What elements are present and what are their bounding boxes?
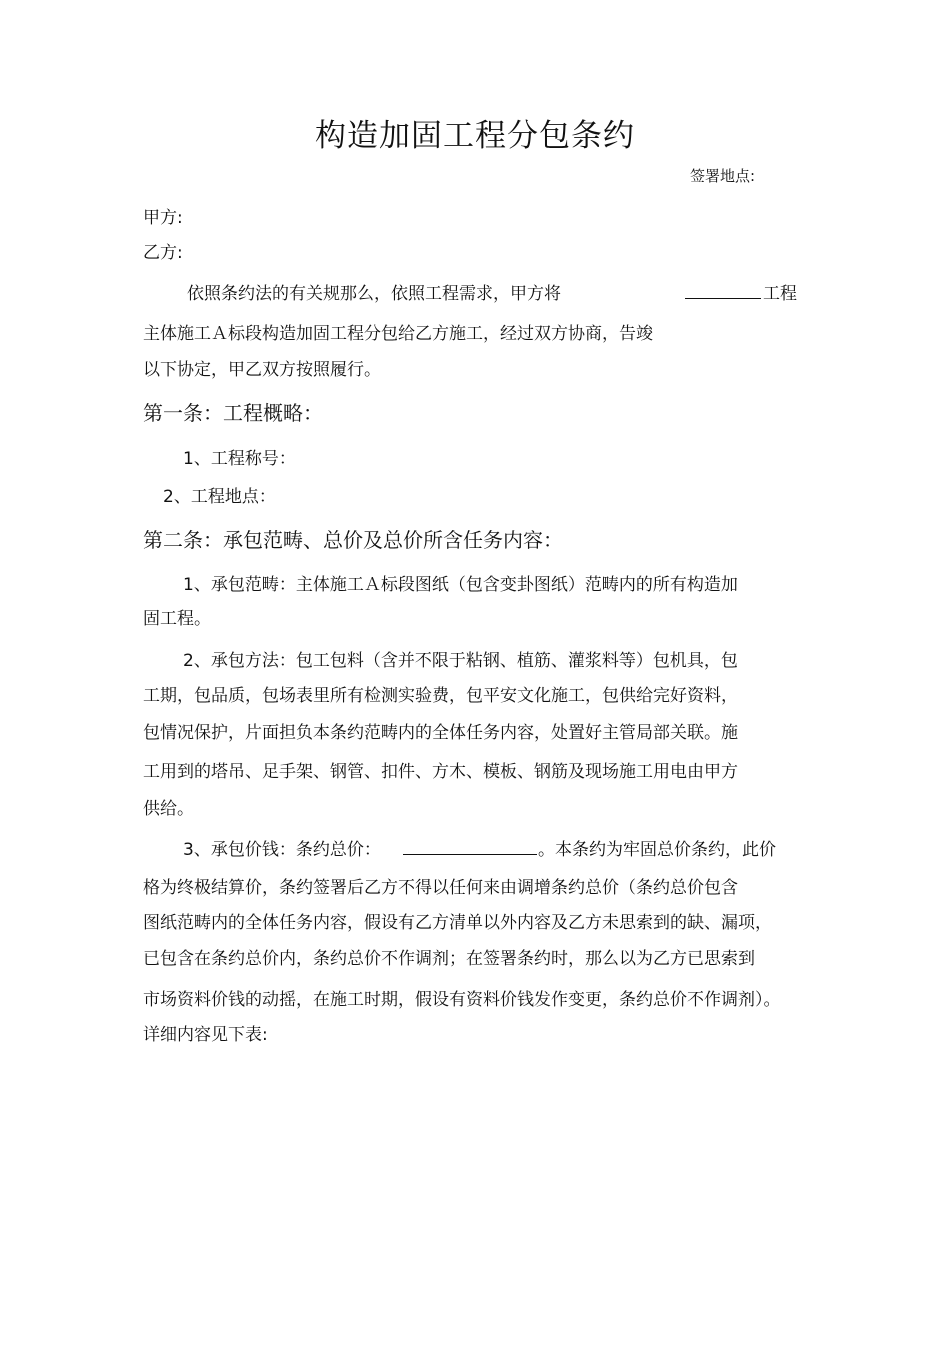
article-2-item-3-line-1-pre: 3、承包价钱：条约总价： [183, 840, 381, 860]
article-2-item-3-line-6: 详细内容见下表: [143, 1025, 268, 1045]
intro-line-2: 主体施工Ａ标段构造加固工程分包给乙方施工，经过双方协商，告竣 [143, 324, 653, 344]
contract-price-blank [403, 854, 537, 855]
article-2-item-3-line-2: 格为终极结算价，条约签署后乙方不得以任何来由调增条约总价（条约总价包含 [143, 878, 738, 898]
party-b-label: 乙方: [143, 243, 183, 263]
article-1-heading: 第一条：工程概略： [143, 401, 323, 425]
article-2-heading: 第二条：承包范畴、总价及总价所含任务内容： [143, 528, 563, 552]
intro-line-1-post: 工程 [763, 284, 797, 304]
article-2-item-3-line-1-post: 。本条约为牢固总价条约，此价 [538, 840, 776, 860]
intro-line-1-pre: 依照条约法的有关规那么，依照工程需求，甲方将 [187, 284, 561, 304]
article-2-item-1-line-1: 1、承包范畴：主体施工Ａ标段图纸（包含变卦图纸）范畴内的所有构造加 [183, 575, 738, 595]
article-2-item-2-line-1: 2、承包方法：包工包料（含并不限于粘钢、植筋、灌浆料等）包机具，包 [183, 651, 738, 671]
sign-place-label: 签署地点: [690, 167, 756, 185]
article-2-item-2-line-3: 包情况保护，片面担负本条约范畴内的全体任务内容，处置好主管局部关联。施 [143, 723, 738, 743]
article-1-item-2: 2、工程地点： [163, 487, 276, 507]
article-2-item-2-line-2: 工期，包品质，包场表里所有检测实验费，包平安文化施工，包供给完好资料， [143, 686, 738, 706]
article-2-item-3-line-3: 图纸范畴内的全体任务内容，假设有乙方清单以外内容及乙方未思索到的缺、漏项， [143, 913, 772, 933]
intro-line-3: 以下协定，甲乙双方按照履行。 [143, 360, 381, 380]
article-2-item-1-line-2: 固工程。 [143, 609, 211, 629]
article-2-item-2-line-4: 工用到的塔吊、足手架、钢管、扣件、方木、模板、钢筋及现场施工用电由甲方 [143, 762, 738, 782]
party-a-label: 甲方: [143, 208, 183, 228]
article-2-item-2-line-5: 供给。 [143, 799, 194, 819]
project-name-blank [685, 298, 761, 299]
document-title: 构造加固工程分包条约 [315, 118, 635, 154]
article-2-item-3-line-5: 市场资料价钱的动摇，在施工时期，假设有资料价钱发作变更，条约总价不作调剂）。 [143, 990, 781, 1010]
article-2-item-3-line-4: 已包含在条约总价内，条约总价不作调剂；在签署条约时，那么以为乙方已思索到 [143, 949, 755, 969]
article-1-item-1: 1、工程称号： [183, 449, 296, 469]
